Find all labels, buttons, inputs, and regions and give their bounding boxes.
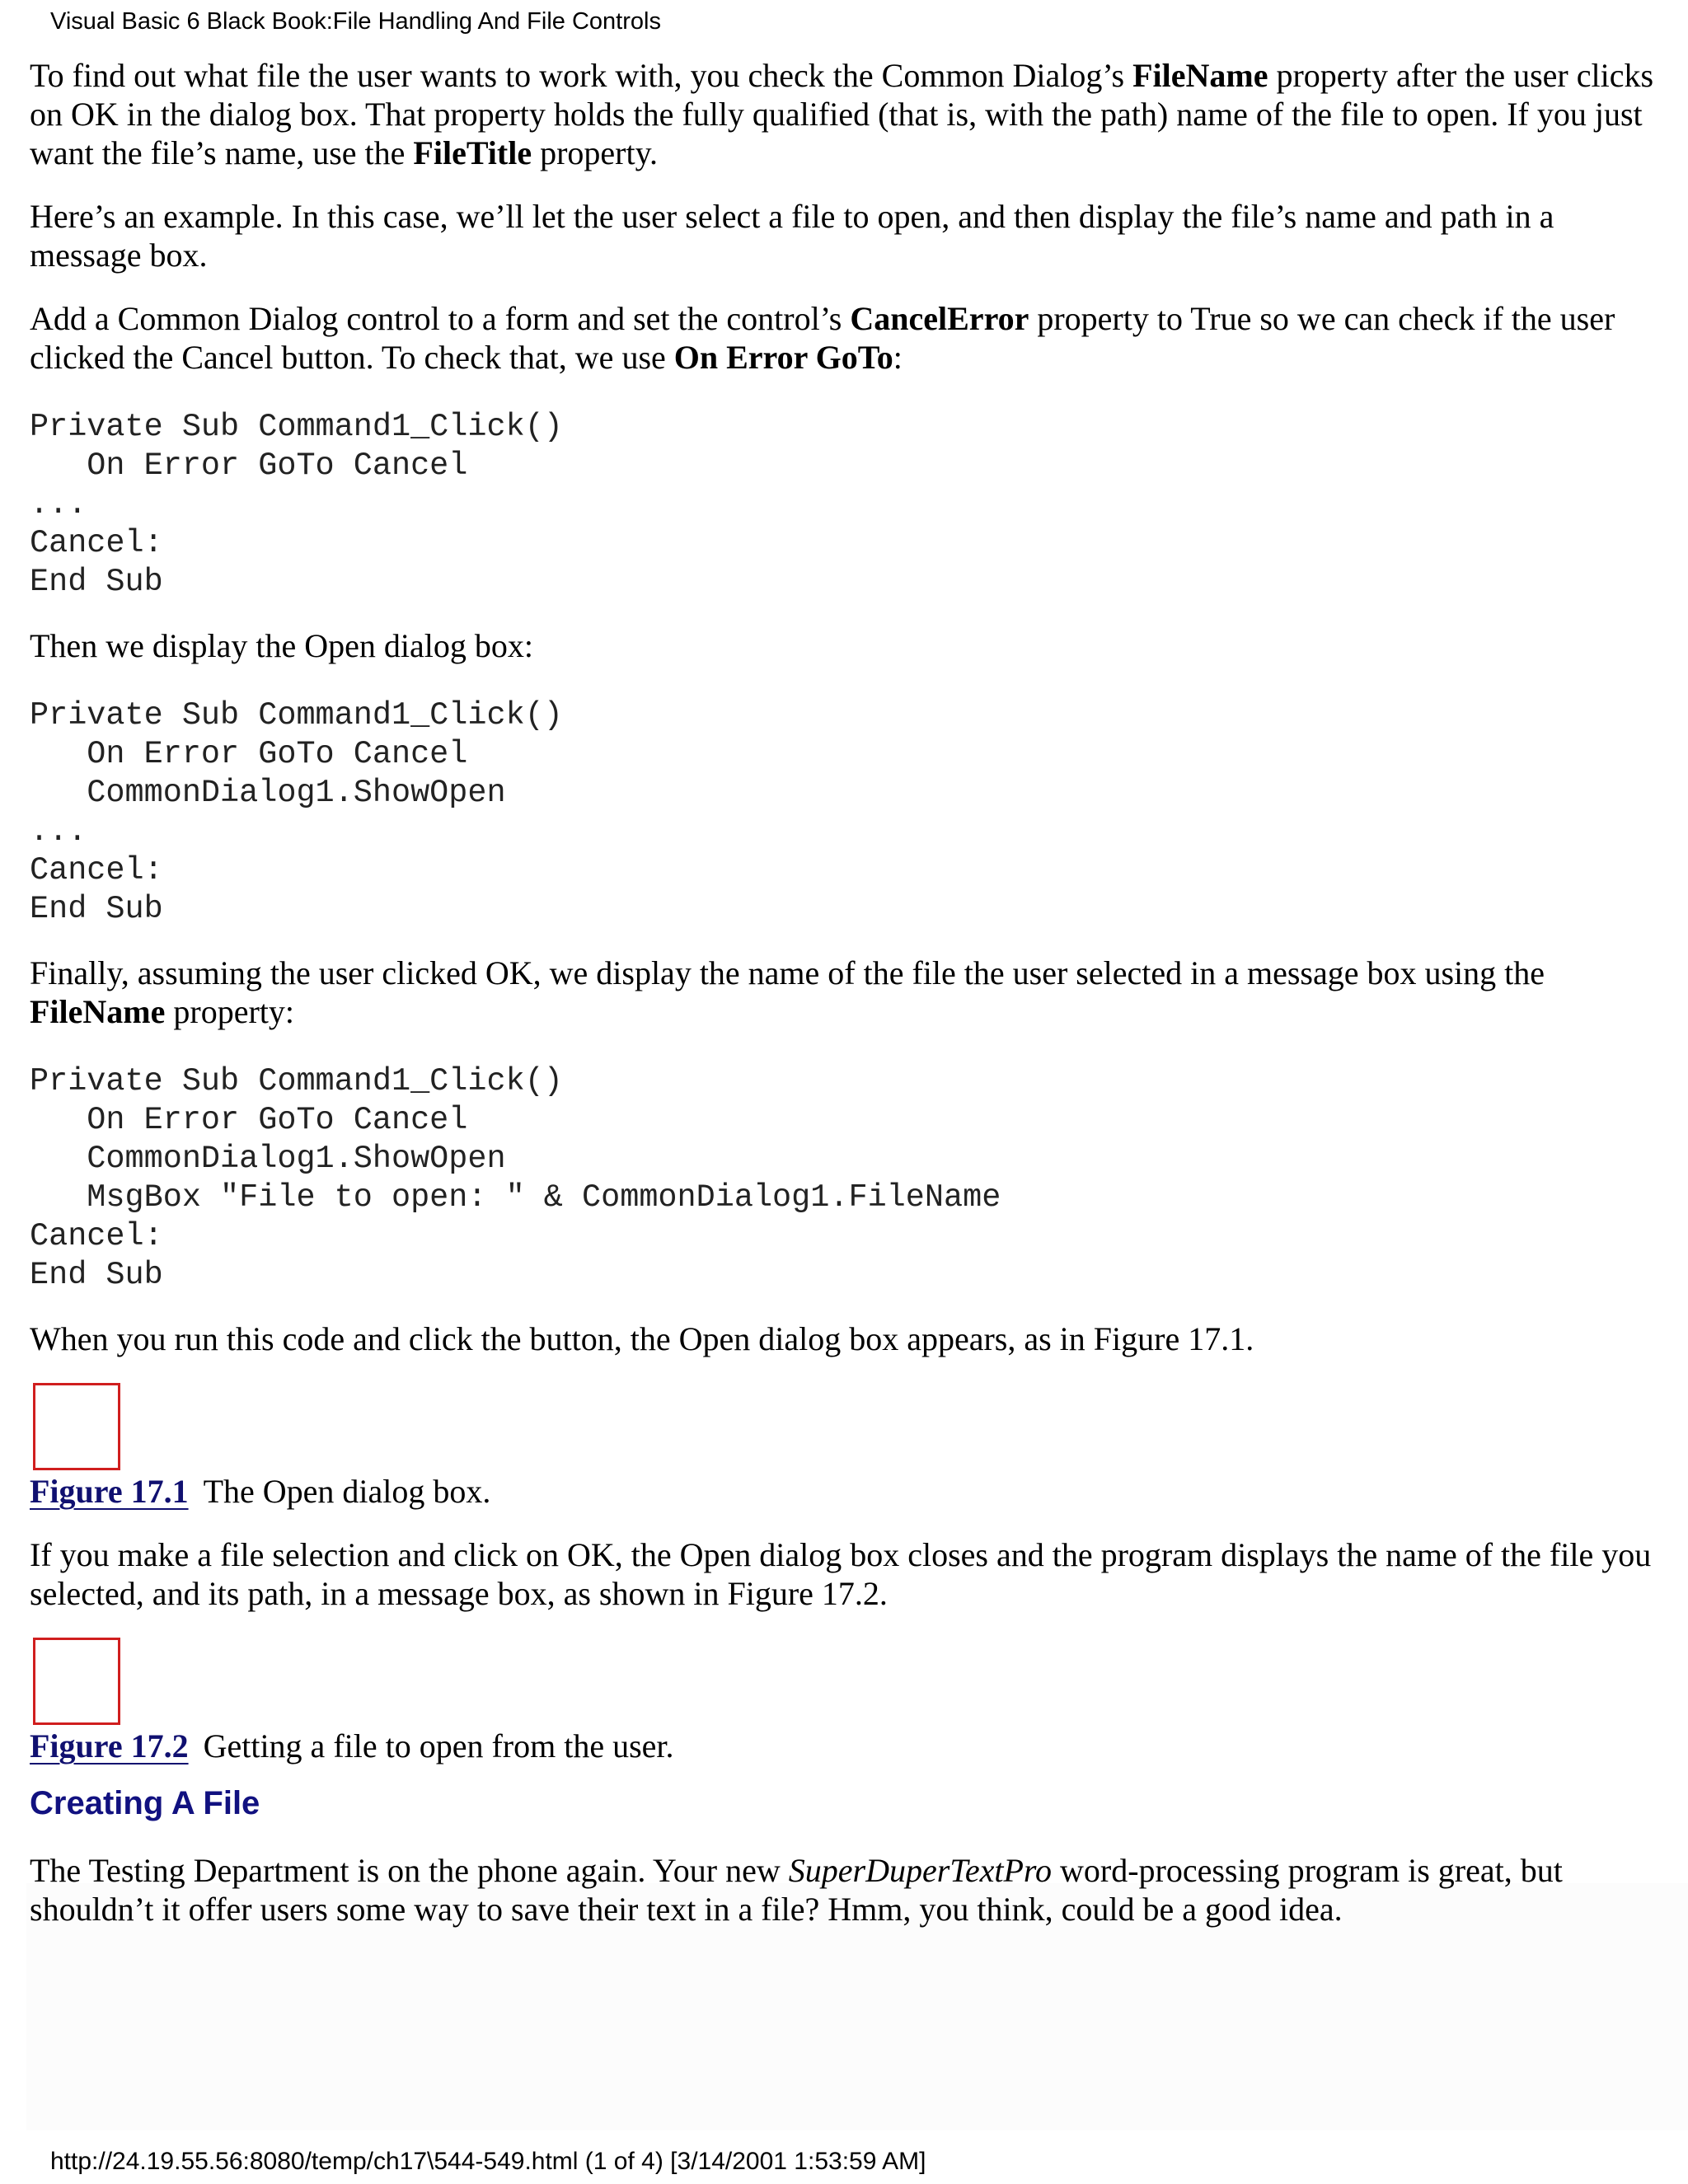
text-run: property after the user clicks on OK in the dialog box. That property holds the fully qualified (that is, with the path) name of the file to open. If you just want the file’s name, use the bbox=[30, 57, 1654, 171]
paragraph-display-open: Then we display the Open dialog box: bbox=[30, 627, 533, 664]
bold-term-onerror: On Error GoTo bbox=[673, 339, 893, 376]
text-run: property: bbox=[165, 993, 294, 1030]
bold-term-filetitle: FileTitle bbox=[413, 134, 532, 171]
bold-term-cancelerror: CancelError bbox=[850, 300, 1029, 337]
text-run: property to True so we can check if the user clicked the Cancel button. To check that, we use bbox=[30, 300, 1615, 376]
text-run: Finally, assuming the user clicked OK, we display the name of the file the user selected in a message box using the bbox=[30, 954, 1545, 991]
text-run: To find out what file the user wants to work with, you check the Common Dialog’s bbox=[30, 57, 1133, 94]
paragraph-run-code: When you run this code and click the button, the Open dialog box appears, as in Figure 17.1. bbox=[30, 1320, 1254, 1357]
text-run: Add a Common Dialog control to a form and set the control’s bbox=[30, 300, 851, 337]
paragraph-filename-intro bbox=[30, 56, 1662, 172]
page-footer-url: http://24.19.55.56:8080/temp/ch17\544-549.html (1 of 4) [3/14/2001 1:53:59 AM] bbox=[50, 2148, 926, 2175]
figure-17-1-link[interactable]: Figure 17.1 bbox=[30, 1473, 189, 1510]
page-header-title: Visual Basic 6 Black Book:File Handling And File Controls bbox=[50, 8, 661, 35]
bold-term-filename: FileName bbox=[1132, 57, 1268, 94]
section-heading-creating-a-file: Creating A File bbox=[30, 1785, 260, 1821]
paragraph-example-intro: Here’s an example. In this case, we’ll let the user select a file to open, and then display the file’s name and path in a message box. bbox=[30, 198, 1554, 274]
figure-17-2-image-placeholder[interactable] bbox=[33, 1638, 120, 1725]
caption-text: Getting a file to open from the user. bbox=[203, 1727, 674, 1765]
figure-17-1-caption bbox=[30, 1472, 1662, 1511]
figure-17-1-image-placeholder[interactable] bbox=[33, 1383, 120, 1470]
code-block-2: Private Sub Command1_Click() On Error GoTo Cancel CommonDialog1.ShowOpen ... Cancel: End Sub bbox=[30, 697, 563, 927]
text-run: word-processing program is great, but shouldn’t it offer users some way to save their text in a file? Hmm, you think, could be a good idea. bbox=[30, 1852, 1563, 1928]
italic-product-name: SuperDuperTextPro bbox=[788, 1852, 1052, 1889]
code-block-1: Private Sub Command1_Click() On Error GoTo Cancel ... Cancel: End Sub bbox=[30, 409, 563, 600]
paragraph-cancelerror bbox=[30, 299, 1662, 377]
bold-term-filename: FileName bbox=[30, 993, 166, 1030]
text-run: The Testing Department is on the phone again. Your new bbox=[30, 1852, 789, 1889]
code-block-3: Private Sub Command1_Click() On Error GoTo Cancel CommonDialog1.ShowOpen MsgBox "File to open: " & CommonDialog1.FileName Cancel: End Sub bbox=[30, 1063, 1001, 1293]
paragraph-filename-property bbox=[30, 954, 1662, 1031]
figure-17-2-caption bbox=[30, 1727, 1662, 1765]
text-run: : bbox=[893, 339, 903, 376]
paragraph-testing-department bbox=[30, 1851, 1662, 1929]
text-run: property. bbox=[532, 134, 659, 171]
figure-17-2-link[interactable]: Figure 17.2 bbox=[30, 1727, 189, 1765]
caption-text: The Open dialog box. bbox=[203, 1473, 491, 1510]
paragraph-selection-result: If you make a file selection and click on OK, the Open dialog box closes and the program displays the name of the file you selected, and its path, in a message box, as shown in Figure 17.2. bbox=[30, 1536, 1652, 1612]
document-body bbox=[30, 56, 1662, 1953]
